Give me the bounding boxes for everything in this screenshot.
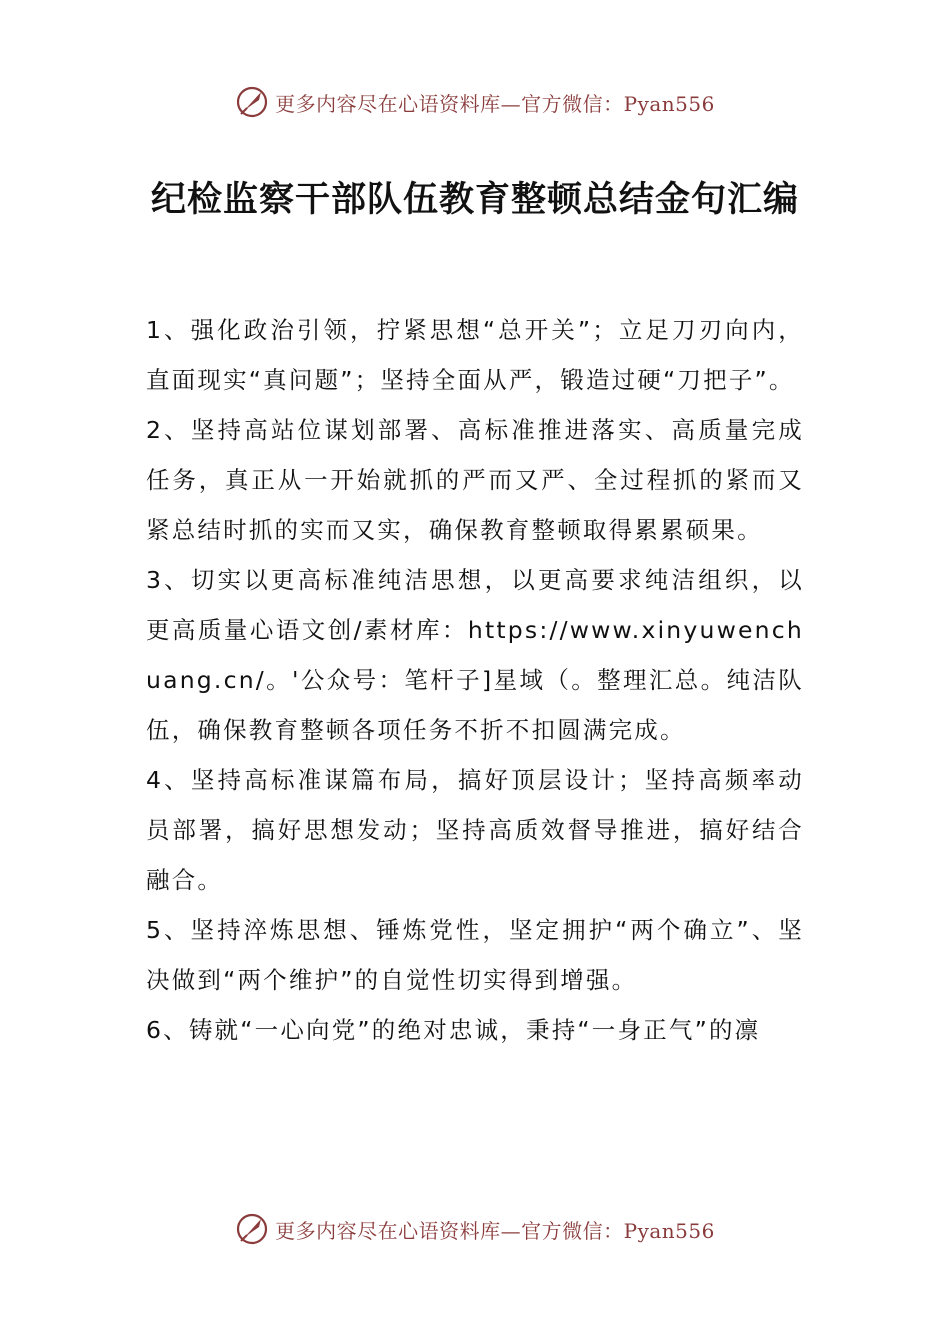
footer-separator: —: [500, 1218, 522, 1243]
footer-banner: [0, 1209, 950, 1249]
quill-pen-circle-icon: [235, 1212, 269, 1246]
paragraph-3: 3、切实以更高标准纯洁思想，以更高要求纯洁组织，以更高质量心语文创/素材库：https://www.xinyuwenchuang.cn/。'公众号：笔杆子]星域（。整理汇总。纯洁队伍，确保教育整顿各项任务不折不扣圆满完成。: [146, 566, 804, 744]
paragraph-6: 6、铸就“一心向党”的绝对忠诚，秉持“一身正气”的凛: [146, 1016, 761, 1044]
paragraph-4: 4、坚持高标准谋篇布局，搞好顶层设计；坚持高频率动员部署，搞好思想发动；坚持高质效督导推进，搞好结合融合。: [146, 766, 804, 894]
paragraph-5: 5、坚持淬炼思想、锤炼党性，坚定拥护“两个确立”、坚决做到“两个维护”的自觉性切实得到增强。: [146, 916, 804, 994]
footer-wechat-text: 官方微信：Pyan556: [521, 1218, 715, 1243]
page-title: 纪检监察干部队伍教育整顿总结金句汇编: [150, 179, 799, 220]
document-body: [146, 305, 804, 1055]
banner-main-text: 更多内容尽在心语资料库: [275, 91, 501, 116]
banner-separator: —: [500, 91, 522, 116]
quill-pen-circle-icon: [235, 85, 269, 119]
paragraph-1: 1、强化政治引领，拧紧思想“总开关”；立足刀刃向内，直面现实“真问题”；坚持全面从严，锻造过硬“刀把子”。: [146, 316, 804, 394]
banner-wechat-text: 官方微信：Pyan556: [521, 91, 715, 116]
footer-banner-text: [275, 1215, 715, 1244]
header-banner: [0, 82, 950, 122]
paragraph-2: 2、坚持高站位谋划部署、高标准推进落实、高质量完成任务，真正从一开始就抓的严而又严、全过程抓的紧而又紧总结时抓的实而又实，确保教育整顿取得累累硕果。: [146, 416, 804, 544]
banner-text: [275, 88, 715, 117]
footer-main-text: 更多内容尽在心语资料库: [275, 1218, 501, 1243]
